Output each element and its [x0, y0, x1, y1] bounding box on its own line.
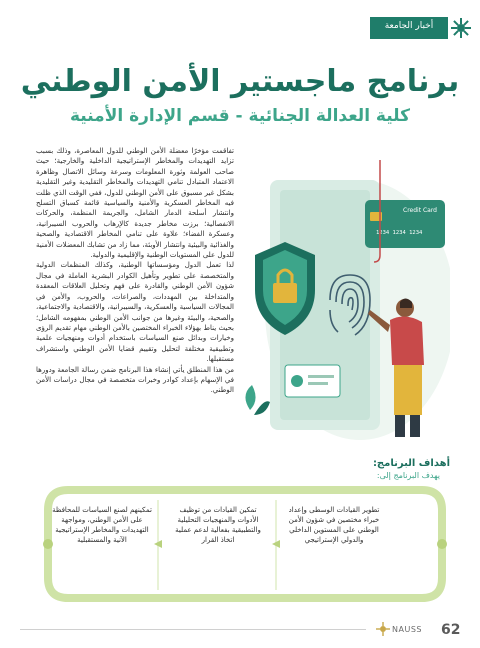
svg-text:1234 1234 1234: 1234 1234 1234: [376, 230, 423, 236]
page-number: 62: [441, 622, 461, 638]
lock-icon: [273, 283, 297, 303]
paragraph: تفاقمت مؤخرًا معضلة الأمن الوطني للدول المعاصرة، وذلك بسبب تزايد التهديدات والمخاطر الإستراتيجية الداخلية والخارجية؛ حيث صاحب العولمة وثورة المعلومات وسرعة وسائل الاتصال وظاهرة الاعتماد المتبادل تنامي التهديدات والمخاطر التقليدية وغير التقليدية بشكل غير مسبوق على الأمن الوطني للدول، ففي الوقت الذي ظلت فيه المخاطر العسكرية والأمنية والسياسية قائمة كسباق التسلح وانتشار أسلحة الدمار الشامل، والجريمة المنظمة، والحركات الانفصالية؛ برزت مخاطر جديدة كالإرهاب والحروب السيبرانية، وعسكرة الفضاء؛ علاوة على تنامي المخاطر الاقتصادية والصحية والغذائية والبيئية وانتشار الأوبئة، مما زاد من تشابك المعضلات الأمنية للدول على المستويات الوطنية والإقليمية والدولية.: [36, 147, 234, 260]
goal-item-1: تطوير القيادات الوسطى وإعداد خبراء مختصين في شؤون الأمن الوطني على المستوين الداخلي والدولي الإستراتيجي: [288, 506, 380, 544]
article-body: [36, 146, 234, 396]
section-tag-label: أخبار الجامعة: [384, 21, 434, 31]
security-illustration: [230, 160, 450, 450]
footer-divider: [20, 629, 366, 630]
svg-text:Credit Card: Credit Card: [403, 207, 437, 214]
goals-title: أهداف البرنامج:: [372, 458, 450, 469]
goal-item-3: تمكينهم لصنع السياسات للمحافظة على الأمن الوطني، ومواجهة التهديدات والمخاطر الإستراتيجية الآنية والمستقبلية: [52, 506, 152, 544]
page-subtitle: كلية العدالة الجنائية - قسم الإدارة الأمنية: [69, 106, 411, 126]
paragraph: لذا تعمل الدول ومؤسساتها الوطنية، وكذلك المنظمات الدولية والمتخصصة على تطوير وتأهيل الكوادر البشرية العاملة في مجال شؤون الأمن الوطني والقادرة على فهم وتحليل العلاقات المعقدة والمتداخلة بين المهددات، والصراعات، والحروب، والأمن في المجالات السياسية والعسكرية، والسيبرانية، والاقتصادية والاجتماعية، والصحية، والبيئة وغيرها من جوانب الأمن الوطني بمفهومه الشامل؛ بحيث يناط بهؤلاء الخبراء المختصين بالأمن الوطني مهام تقديم الرؤى وخيارات وبدائل صنع السياسات باستخدام أدوات ومنهجيات علمية وتطبيقية مختلفة لتحليل وتقييم قضايا الأمن الوطني واستشراف مستقبلها.: [36, 261, 234, 364]
nauss-emblem-icon: [450, 17, 472, 39]
nauss-emblem-icon: [376, 622, 390, 636]
paragraph: من هذا المنطلق يأتي إنشاء هذا البرنامج ضمن رسالة الجامعة ودورها في الإسهام بإعداد كوادر وخبرات متخصصة في مجال دراسات الأمن الوطني.: [36, 365, 234, 395]
section-tag: [370, 17, 480, 39]
page-title: برنامج ماجستير الأمن الوطني: [20, 64, 460, 99]
footer-brand: NAUSS: [392, 625, 422, 634]
goals-intro: يهدف البرنامج إلى:: [376, 471, 440, 480]
goal-item-2: تمكين القيادات من توظيف الأدوات والمنهجيات التحليلية والتطبيقية بفعالية لدعم عملية اتخاذ القرار: [175, 506, 261, 544]
